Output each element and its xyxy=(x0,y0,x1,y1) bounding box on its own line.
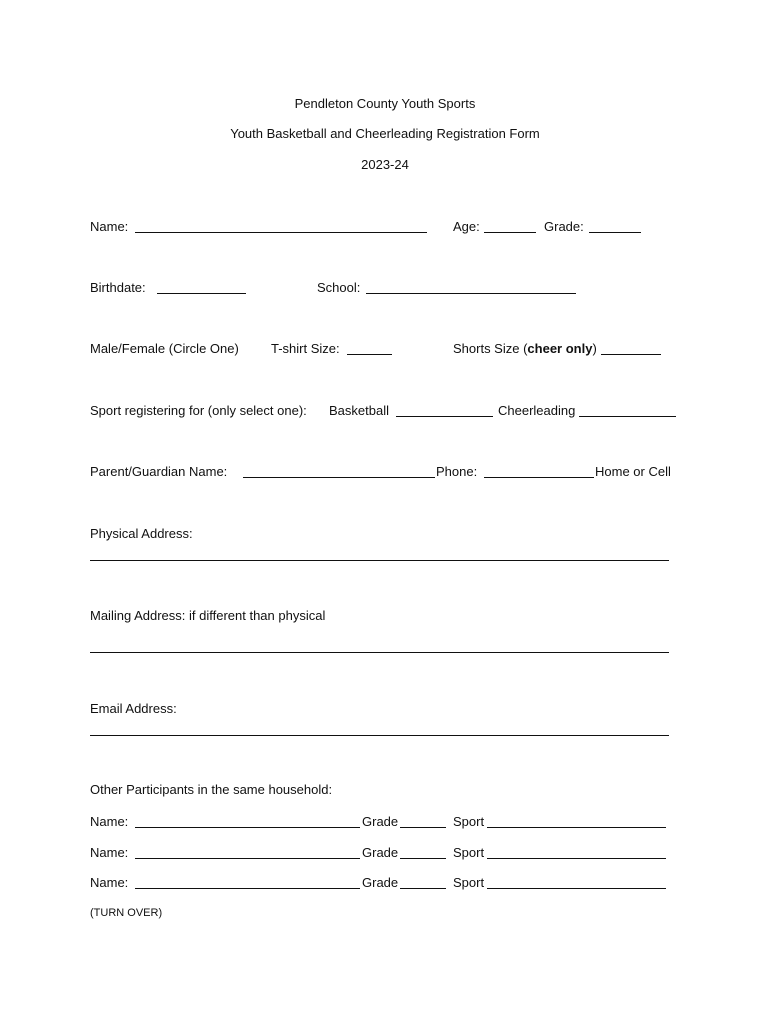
household-name-field[interactable] xyxy=(135,858,360,859)
turn-over-note: (TURN OVER) xyxy=(90,907,163,919)
shorts-field[interactable] xyxy=(601,354,661,355)
school-label: School: xyxy=(317,280,361,295)
mailing-address-label: Mailing Address: if different than physical xyxy=(90,608,326,623)
phone-field[interactable] xyxy=(484,477,594,478)
physical-address-label: Physical Address: xyxy=(90,526,193,541)
household-name-label: Name: xyxy=(90,814,129,829)
email-field[interactable] xyxy=(90,735,669,736)
school-field[interactable] xyxy=(366,293,576,294)
parent-field[interactable] xyxy=(243,477,435,478)
household-sport-field[interactable] xyxy=(487,827,666,828)
phone-label: Phone: xyxy=(436,464,478,479)
sport-basketball-field[interactable] xyxy=(396,416,493,417)
household-heading: Other Participants in the same household: xyxy=(90,782,333,797)
sport-cheer-field[interactable] xyxy=(579,416,676,417)
sport-prompt: Sport registering for (only select one): xyxy=(90,403,307,418)
tshirt-label: T-shirt Size: xyxy=(271,341,340,356)
household-name-label: Name: xyxy=(90,845,129,860)
household-grade-field[interactable] xyxy=(400,888,446,889)
household-sport-label: Sport xyxy=(453,875,485,890)
grade-label: Grade: xyxy=(544,219,584,234)
birthdate-field[interactable] xyxy=(157,293,246,294)
form-title: Youth Basketball and Cheerleading Registration Form xyxy=(230,126,540,141)
parent-label: Parent/Guardian Name: xyxy=(90,464,228,479)
name-field[interactable] xyxy=(135,232,427,233)
age-field[interactable] xyxy=(484,232,536,233)
phone-type-label: Home or Cell xyxy=(595,464,671,479)
mailing-address-field[interactable] xyxy=(90,652,669,653)
household-sport-label: Sport xyxy=(453,814,485,829)
household-name-field[interactable] xyxy=(135,888,360,889)
sport-cheer-label: Cheerleading xyxy=(498,403,576,418)
shorts-cheer-only: cheer only xyxy=(527,341,593,356)
email-label: Email Address: xyxy=(90,701,177,716)
household-grade-field[interactable] xyxy=(400,858,446,859)
org-name: Pendleton County Youth Sports xyxy=(294,96,476,111)
household-grade-label: Grade xyxy=(362,875,399,890)
household-name-field[interactable] xyxy=(135,827,360,828)
household-sport-label: Sport xyxy=(453,845,485,860)
season: 2023-24 xyxy=(361,157,409,172)
grade-field[interactable] xyxy=(589,232,641,233)
gender-label[interactable]: Male/Female (Circle One) xyxy=(90,341,239,356)
tshirt-field[interactable] xyxy=(347,354,392,355)
name-label: Name: xyxy=(90,219,129,234)
age-label: Age: xyxy=(453,219,480,234)
shorts-label: Shorts Size (cheer only) xyxy=(453,341,597,356)
household-sport-field[interactable] xyxy=(487,858,666,859)
household-grade-field[interactable] xyxy=(400,827,446,828)
household-sport-field[interactable] xyxy=(487,888,666,889)
household-grade-label: Grade xyxy=(362,814,399,829)
physical-address-field[interactable] xyxy=(90,560,669,561)
household-grade-label: Grade xyxy=(362,845,399,860)
birthdate-label: Birthdate: xyxy=(90,280,146,295)
household-name-label: Name: xyxy=(90,875,129,890)
sport-basketball-label: Basketball xyxy=(329,403,389,418)
